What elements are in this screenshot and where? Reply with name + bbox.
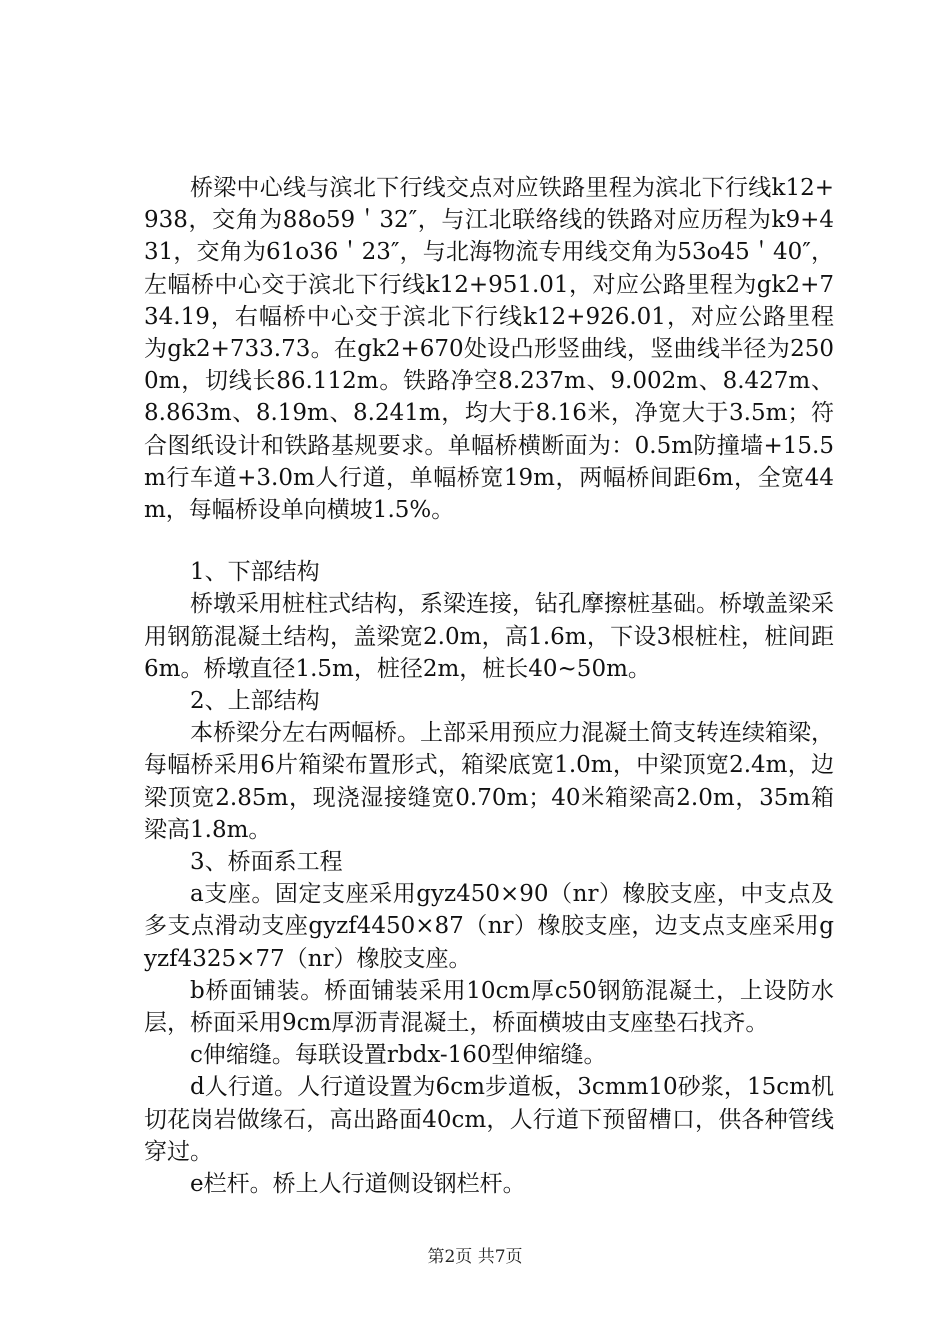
heading-deck-system: 3、桥面系工程: [190, 849, 343, 876]
page-number-footer: 第2页 共7页: [427, 1247, 523, 1267]
heading-superstructure: 2、上部结构: [190, 688, 320, 715]
paragraph-deck-paving: b桥面铺装。桥面铺装采用10cm厚c50钢筋混凝土，上设防水层，桥面采用9cm厚沥青混凝土，桥面横坡由支座垫石找齐。: [144, 977, 834, 1037]
document-body: [144, 172, 834, 1200]
paragraph-superstructure: 本桥梁分左右两幅桥。上部采用预应力混凝土简支转连续箱梁，每幅桥采用6片箱梁布置形式，箱梁底宽1.0m，中梁顶宽2.4m，边梁顶宽2.85m，现浇湿接缝宽0.70m；40米箱梁高2.0m，35m箱梁高1.8m。: [144, 720, 834, 843]
paragraph-railing: e栏杆。桥上人行道侧设钢栏杆。: [190, 1171, 526, 1198]
paragraph-overview: 桥梁中心线与滨北下行线交点对应铁路里程为滨北下行线k12+938，交角为88o59＇32″，与江北联络线的铁路对应历程为k9+431，交角为61o36＇23″，与北海物流专用线交角为53o45＇40″，左幅桥中心交于滨北下行线k12+951.01，对应公路里程为gk2+734.19，右幅桥中心交于滨北下行线k12+926.01，对应公路里程为gk2+733.73。在gk2+670处设凸形竖曲线，竖曲线半径为2500m，切线长86.112m。铁路净空8.237m、9.002m、8.427m、8.863m、8.19m、8.241m，均大于8.16米，净宽大于3.5m；符合图纸设计和铁路基规要求。单幅桥横断面为：0.5m防撞墙+15.5m行车道+3.0m人行道，单幅桥宽19m，两幅桥间距6m，全宽44m，每幅桥设单向横坡1.5%。: [144, 175, 834, 524]
paragraph-bearings: a支座。固定支座采用gyz450×90（nr）橡胶支座，中支点及多支点滑动支座gyzf4450×87（nr）橡胶支座，边支点支座采用gyzf4325×77（nr）橡胶支座。: [144, 881, 834, 972]
heading-substructure: 1、下部结构: [190, 559, 320, 586]
paragraph-substructure: 桥墩采用桩柱式结构，系梁连接，钻孔摩擦桩基础。桥墩盖梁采用钢筋混凝土结构，盖梁宽2.0m，高1.6m，下设3根桩柱，桩间距6m。桥墩直径1.5m，桩径2m，桩长40~50m。: [144, 591, 834, 682]
paragraph-expansion-joint: c伸缩缝。每联设置rbdx-160型伸缩缝。: [190, 1042, 607, 1069]
paragraph-sidewalk: d人行道。人行道设置为6cm步道板，3cmm10砂浆，15cm机切花岗岩做缘石，高出路面40cm，人行道下预留槽口，供各种管线穿过。: [144, 1074, 834, 1165]
